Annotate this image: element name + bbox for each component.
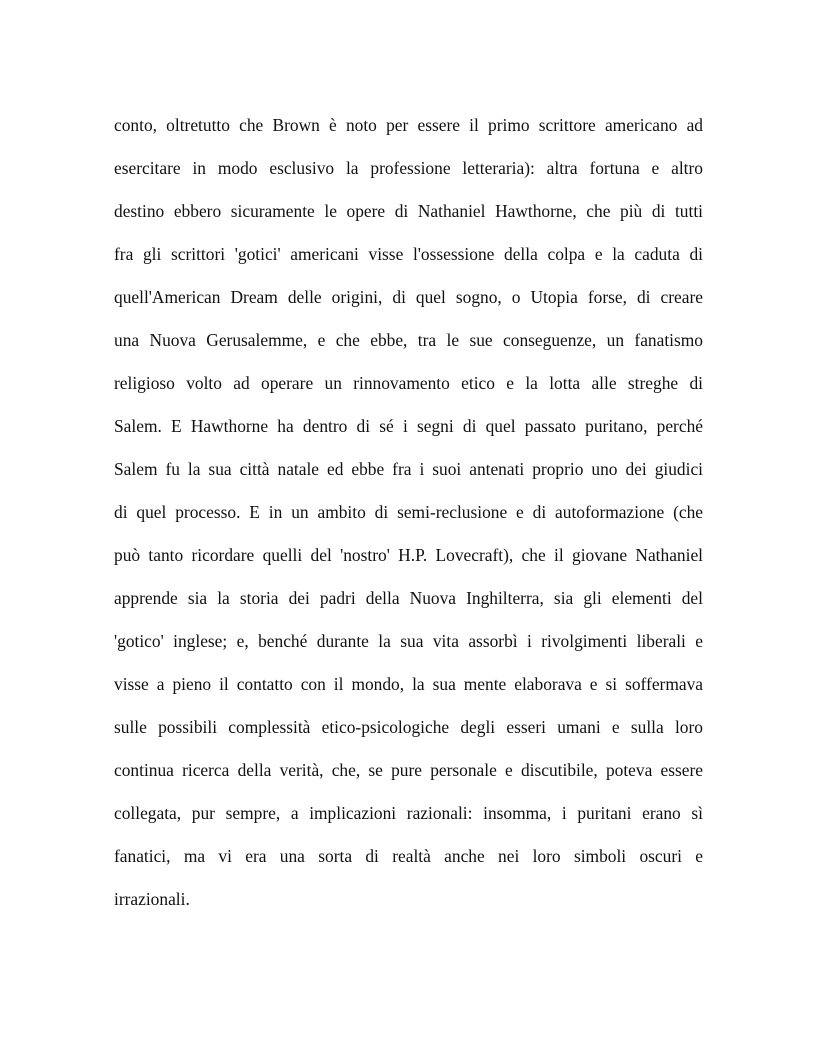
paragraph-line: quell'American Dream delle origini, di quel sogno, o Utopia forse, di creare [114, 287, 703, 307]
paragraph-line: Salem. E Hawthorne ha dentro di sé i segni di quel passato puritano, perché [114, 416, 703, 436]
paragraph-line: visse a pieno il contatto con il mondo, la sua mente elaborava e si soffermava [114, 674, 703, 694]
paragraph-line: di quel processo. E in un ambito di semi-reclusione e di autoformazione (che [114, 502, 703, 522]
paragraph-line: continua ricerca della verità, che, se pure personale e discutibile, poteva essere [114, 760, 703, 780]
paragraph-line: sulle possibili complessità etico-psicologiche degli esseri umani e sulla loro [114, 717, 703, 737]
paragraph-line: irrazionali. [114, 889, 190, 909]
paragraph-line: 'gotico' inglese; e, benché durante la sua vita assorbì i rivolgimenti liberali e [114, 631, 703, 651]
paragraph-line: conto, oltretutto che Brown è noto per essere il primo scrittore americano ad [114, 115, 703, 135]
paragraph-line: fanatici, ma vi era una sorta di realtà anche nei loro simboli oscuri e [114, 846, 703, 866]
paragraph-line: destino ebbero sicuramente le opere di Nathaniel Hawthorne, che più di tutti [114, 201, 703, 221]
paragraph-line: Salem fu la sua città natale ed ebbe fra i suoi antenati proprio uno dei giudici [114, 459, 703, 479]
paragraph-line: una Nuova Gerusalemme, e che ebbe, tra le sue conseguenze, un fanatismo [114, 330, 703, 350]
paragraph-line: religioso volto ad operare un rinnovamento etico e la lotta alle streghe di [114, 373, 703, 393]
paragraph-line: esercitare in modo esclusivo la professione letteraria): altra fortuna e altro [114, 158, 703, 178]
body-paragraph [114, 110, 703, 927]
paragraph-line: può tanto ricordare quelli del 'nostro' H.P. Lovecraft), che il giovane Nathaniel [114, 545, 703, 565]
paragraph-line: fra gli scrittori 'gotici' americani visse l'ossessione della colpa e la caduta di [114, 244, 703, 264]
paragraph-line: collegata, pur sempre, a implicazioni razionali: insomma, i puritani erano sì [114, 803, 703, 823]
paragraph-line: apprende sia la storia dei padri della Nuova Inghilterra, sia gli elementi del [114, 588, 703, 608]
